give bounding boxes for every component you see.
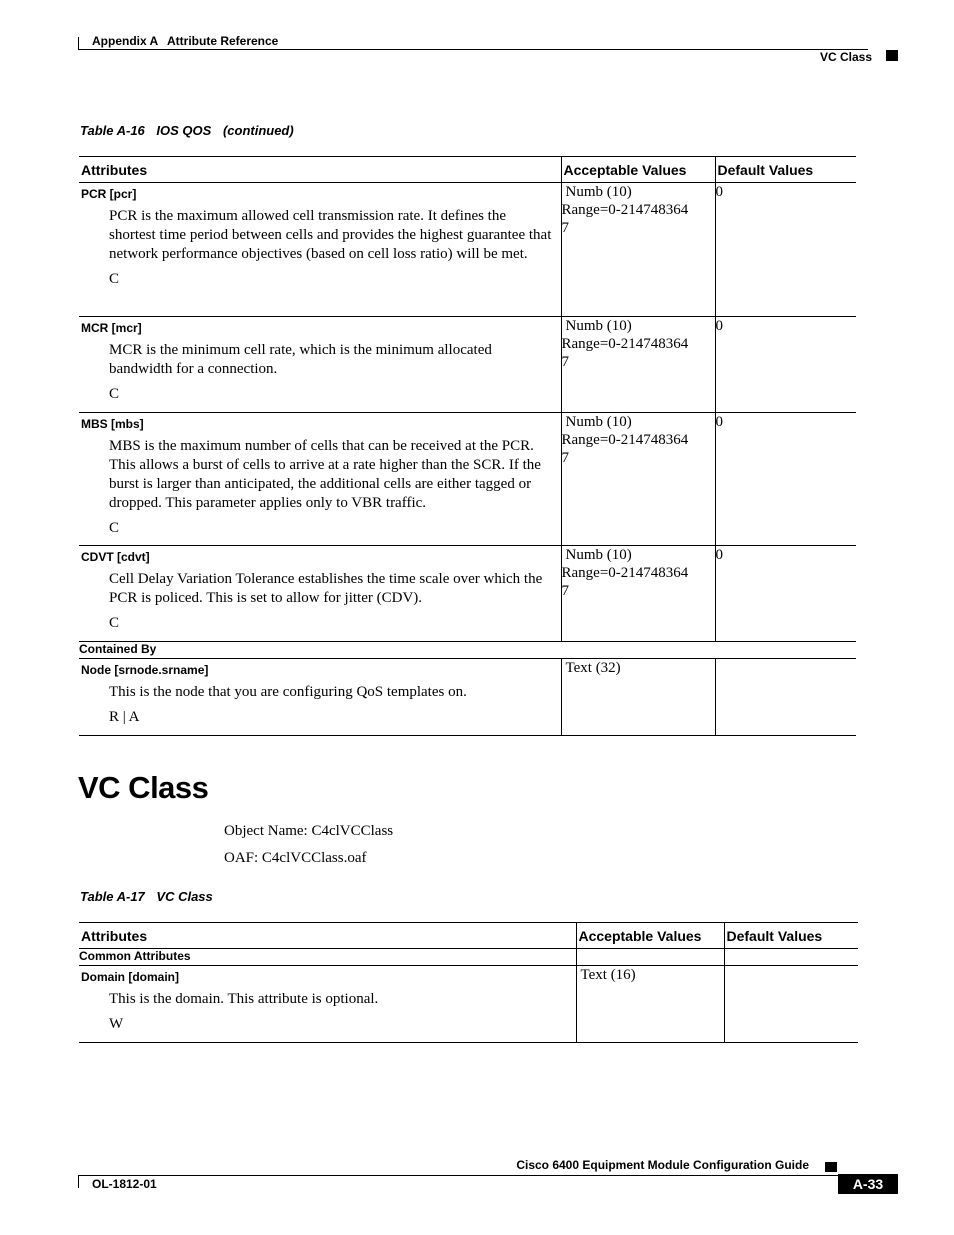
caption-number: Table A-16 xyxy=(80,123,145,138)
value-range-wrap: 7 xyxy=(561,220,569,236)
footer-rule xyxy=(78,1175,838,1176)
table-row xyxy=(79,183,856,317)
default-value: 0 xyxy=(715,546,856,642)
group-default-cell xyxy=(724,949,858,966)
table-caption xyxy=(80,889,221,904)
caption-number: Table A-17 xyxy=(80,889,145,904)
header-marker xyxy=(886,50,898,61)
table-row xyxy=(79,659,856,736)
group-label: Common Attributes xyxy=(79,949,576,966)
footer-doc-number: OL-1812-01 xyxy=(92,1177,157,1191)
page-number: A-33 xyxy=(838,1174,898,1194)
table-caption xyxy=(80,123,302,138)
acceptable-values-cell xyxy=(561,659,715,736)
ios-qos-table xyxy=(79,156,856,736)
group-row-contained-by xyxy=(79,642,856,659)
value-range: Range=0-214748364 xyxy=(561,565,689,581)
attribute-flags: W xyxy=(109,1016,124,1032)
object-name: Object Name: C4clVCClass xyxy=(224,823,394,839)
value-range: Range=0-214748364 xyxy=(561,202,689,218)
attribute-name: Domain [domain] xyxy=(81,970,179,984)
header-rule xyxy=(78,49,868,50)
value-type: Text (32) xyxy=(565,660,621,676)
attribute-flags: C xyxy=(109,271,120,287)
attribute-flags: C xyxy=(109,520,120,536)
caption-title: IOS QOS xyxy=(156,123,212,138)
default-value: 0 xyxy=(715,183,856,317)
default-value: 0 xyxy=(715,413,856,546)
table-row xyxy=(79,966,858,1043)
oaf-name: OAF: C4clVCClass.oaf xyxy=(224,850,367,866)
value-type: Numb (10) xyxy=(565,414,632,430)
attribute-name: MCR [mcr] xyxy=(81,321,142,335)
value-range-wrap: 7 xyxy=(561,354,569,370)
column-header-acceptable-values: Acceptable Values xyxy=(561,157,715,183)
attribute-flags: C xyxy=(109,386,120,402)
column-header-default-values: Default Values xyxy=(724,923,858,949)
table-header-row xyxy=(79,157,856,183)
value-type: Text (16) xyxy=(580,967,636,983)
table-row xyxy=(79,546,856,642)
acceptable-values-cell xyxy=(561,183,715,317)
table-row xyxy=(79,317,856,413)
acceptable-values-cell xyxy=(561,546,715,642)
attribute-name: MBS [mbs] xyxy=(81,417,144,431)
group-row-common-attributes xyxy=(79,949,858,966)
column-header-attributes: Attributes xyxy=(79,923,576,949)
group-label: Contained By xyxy=(79,642,856,659)
vc-class-table xyxy=(79,922,858,1043)
default-value xyxy=(724,966,858,1043)
table-header-row xyxy=(79,923,858,949)
header-chapter-title: VC Class xyxy=(819,50,872,64)
attribute-name: Node [srnode.srname] xyxy=(81,663,209,677)
attribute-name: CDVT [cdvt] xyxy=(81,550,150,564)
section-heading: VC Class xyxy=(78,770,209,805)
value-range: Range=0-214748364 xyxy=(561,336,689,352)
header-appendix: Appendix A xyxy=(92,34,159,48)
attribute-name: PCR [pcr] xyxy=(81,187,137,201)
attribute-description: MCR is the minimum cell rate, which is the minimum allocated bandwidth for a connection. xyxy=(109,342,492,377)
group-values-cell xyxy=(576,949,724,966)
acceptable-values-cell xyxy=(561,413,715,546)
attribute-flags: R | A xyxy=(109,709,140,725)
column-header-default-values: Default Values xyxy=(715,157,856,183)
acceptable-values-cell xyxy=(561,317,715,413)
attribute-description: This is the domain. This attribute is optional. xyxy=(109,991,379,1007)
value-type: Numb (10) xyxy=(565,318,632,334)
table-row xyxy=(79,413,856,546)
acceptable-values-cell xyxy=(576,966,724,1043)
value-range-wrap: 7 xyxy=(561,450,569,466)
value-range: Range=0-214748364 xyxy=(561,432,689,448)
caption-suffix: (continued) xyxy=(222,123,294,138)
column-header-acceptable-values: Acceptable Values xyxy=(576,923,724,949)
column-header-attributes: Attributes xyxy=(79,157,561,183)
footer-rule-vertical xyxy=(78,1175,79,1188)
value-type: Numb (10) xyxy=(565,184,632,200)
value-type: Numb (10) xyxy=(565,547,632,563)
footer-guide-title: Cisco 6400 Equipment Module Configuration Guide xyxy=(516,1158,809,1172)
attribute-description: MBS is the maximum number of cells that can be received at the PCR. This allows a burst of cells to arrive at a rate higher than the SCR. If the burst is larger than anticipated, the additional cells are either tagged or dropped. This parameter applies only to VBR traffic. xyxy=(109,438,541,511)
header-section: Attribute Reference xyxy=(167,34,279,48)
default-value: 0 xyxy=(715,317,856,413)
attribute-flags: C xyxy=(109,615,120,631)
footer-marker xyxy=(825,1162,837,1172)
attribute-description: Cell Delay Variation Tolerance establishes the time scale over which the PCR is policed. This is set to allow for jitter (CDV). xyxy=(109,571,543,606)
default-value xyxy=(715,659,856,736)
caption-title: VC Class xyxy=(156,889,213,904)
attribute-description: This is the node that you are configuring QoS templates on. xyxy=(109,684,467,700)
value-range-wrap: 7 xyxy=(561,583,569,599)
attribute-description: PCR is the maximum allowed cell transmission rate. It defines the shortest time period between cells and provides the highest guarantee that network performance objectives (based on cell loss ratio) will be met. xyxy=(109,208,552,262)
